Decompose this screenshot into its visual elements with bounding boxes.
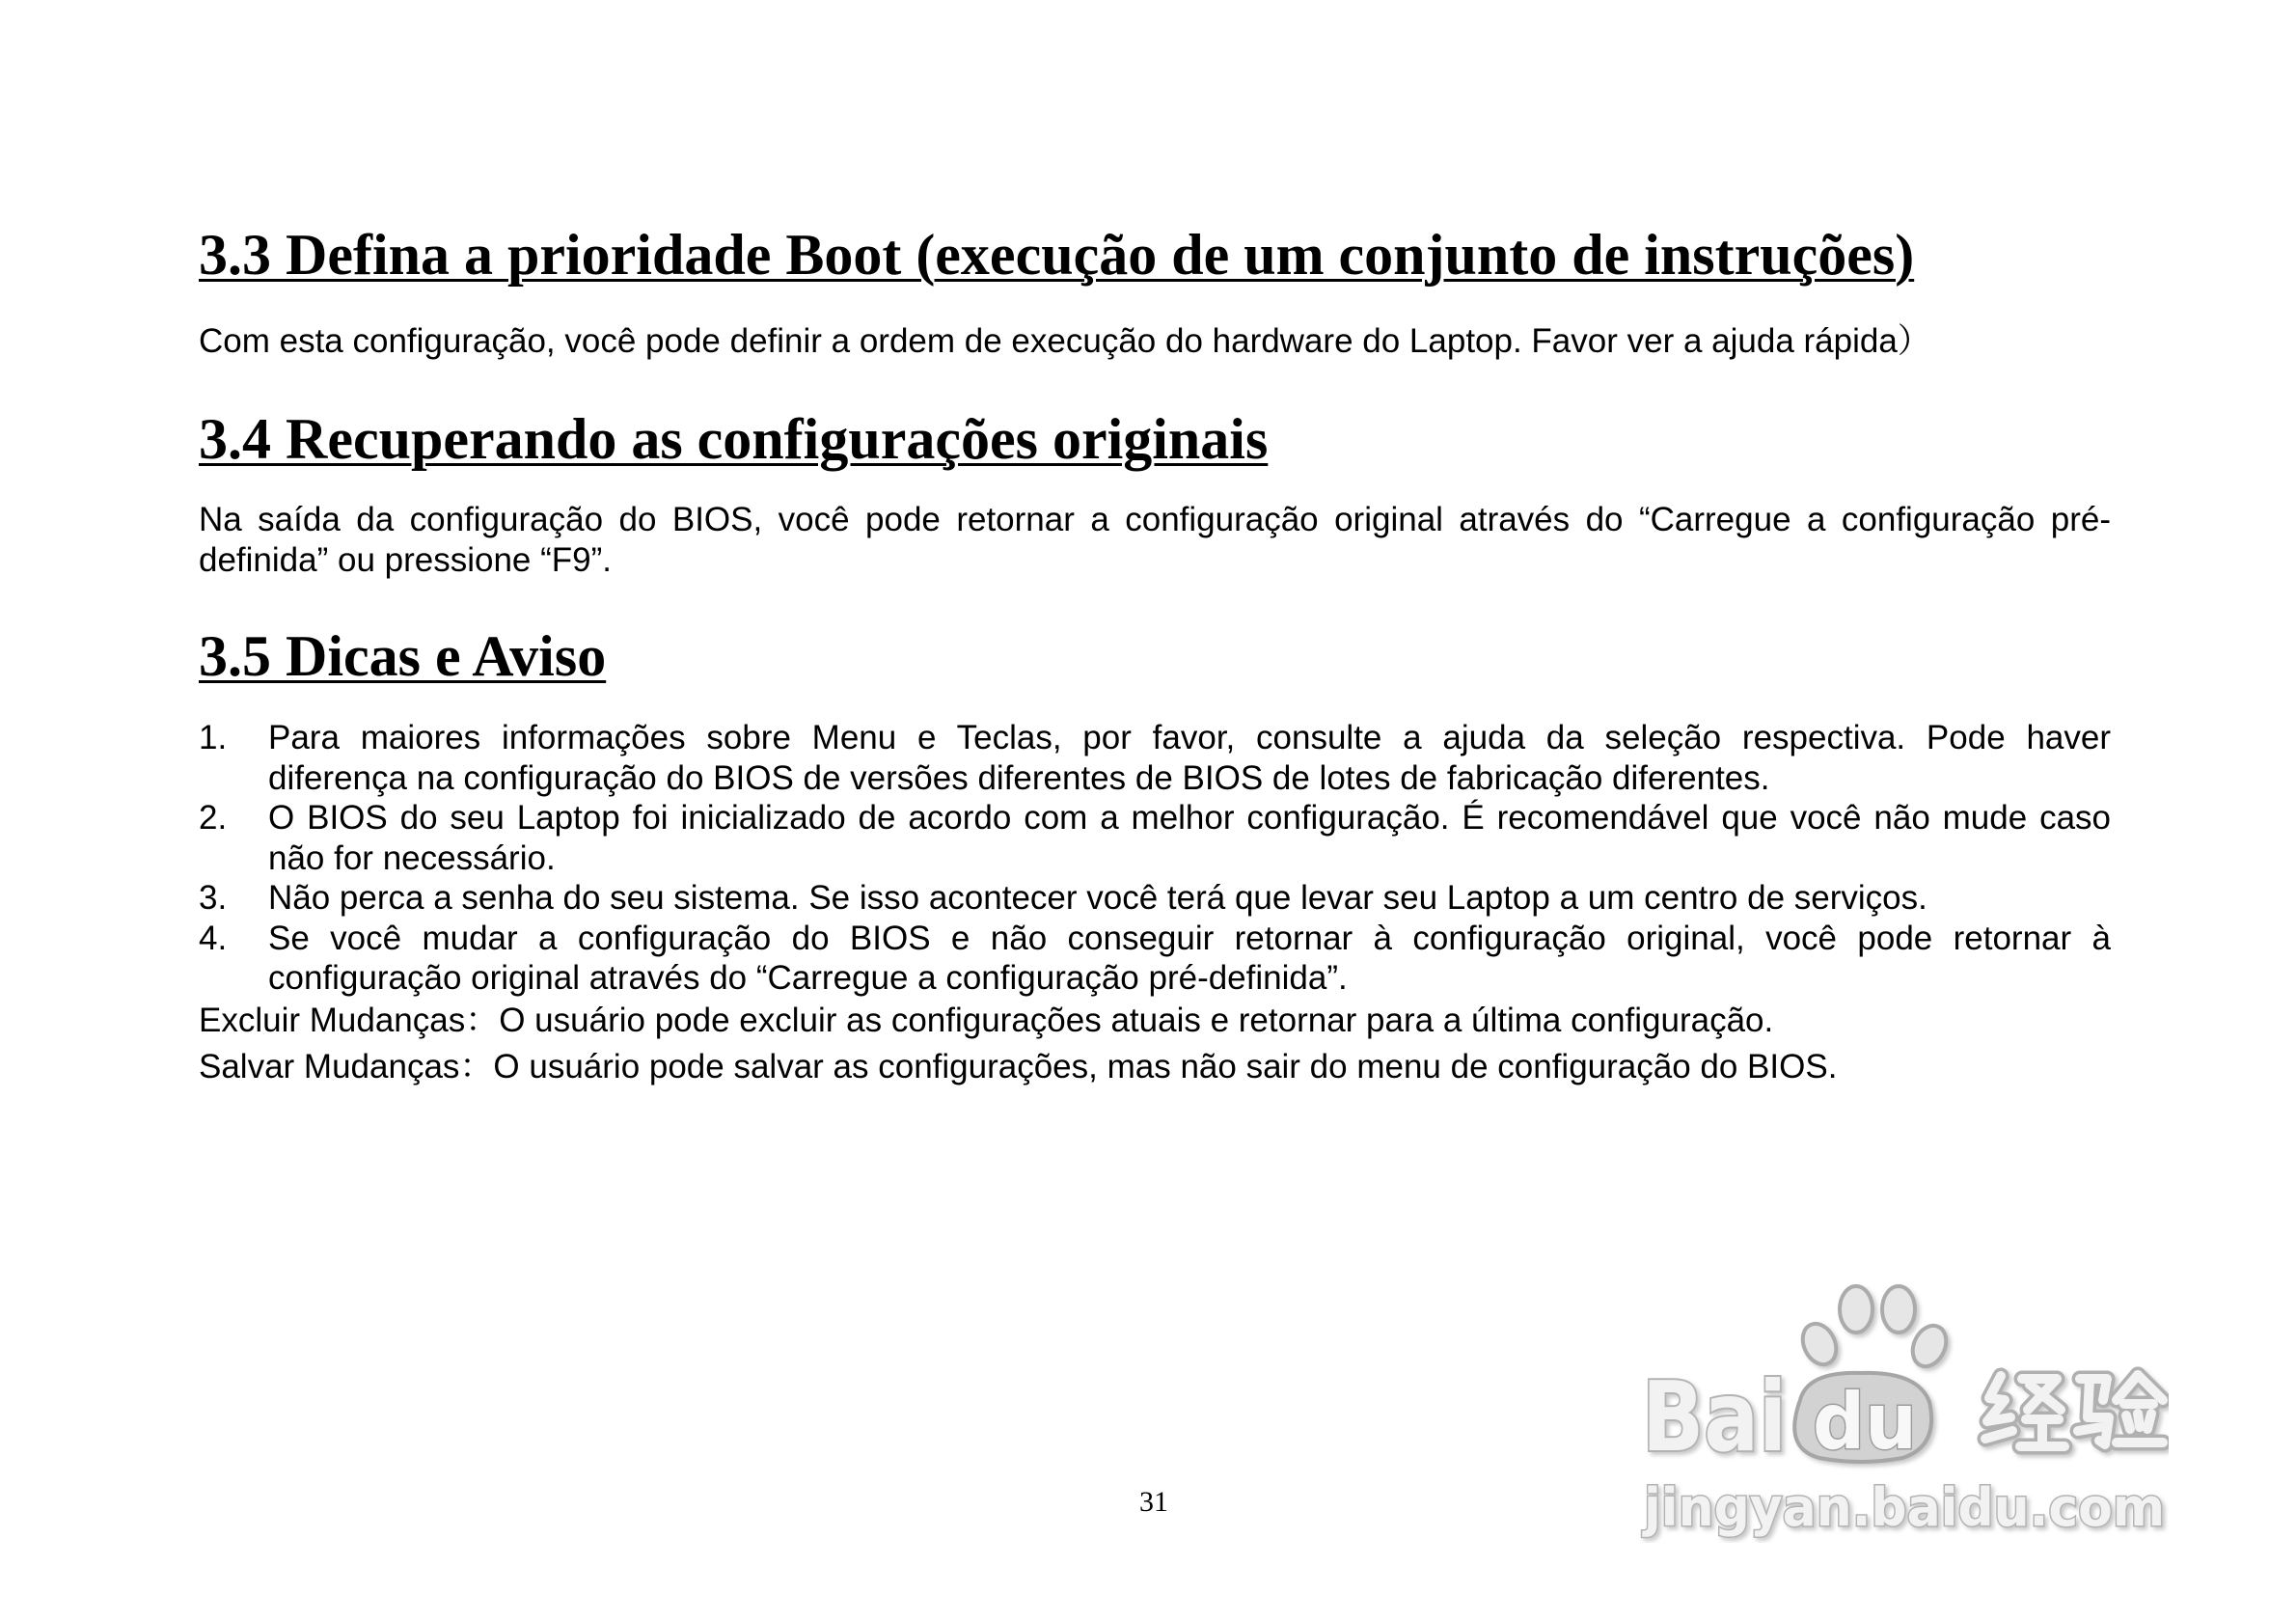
tip-line: O BIOS do seu Laptop foi inicializado de acordo com a melhor configuração. É recomendável que você não mude caso [268,799,2111,837]
tip-line: Não perca a senha do seu sistema. Se isso acontecer você terá que levar seu Laptop a um centro de serviços. [268,879,1927,917]
watermark-product-glyphs [1985,1375,2163,1446]
tip-line: Para maiores informações sobre Menu e Teclas, por favor, consulte a ajuda da seleção respectiva. Pode haver [268,719,2111,756]
tip-text [268,919,2111,999]
section-3-3-paragraph: Com esta configuração, você pode definir a ordem de execução do hardware do Laptop. Favor ver a ajuda rápida） [199,322,1931,360]
tip-line: não for necessário. [268,838,556,877]
tip-number: 4. [199,919,228,957]
tip-number: 3. [199,879,228,917]
tip-item-1 [199,718,2111,798]
watermark-badge-text: du [1813,1377,1917,1467]
tips-list [199,718,2111,999]
tip-number: 1. [199,719,228,756]
tip-item-4 [199,919,2111,999]
tip-item-3 [199,878,2111,919]
note-save-changes: Salvar Mudanças：O usuário pode salvar as configurações, mas não sair do menu de configuração do BIOS. [199,1048,1838,1085]
page-number: 31 [1139,1486,1168,1518]
section-3-4-heading: 3.4 Recuperando as configurações originais [199,407,1269,471]
paragraph-line: definida” ou pressione “F9”. [199,541,612,579]
note-discard-changes: Excluir Mudanças：O usuário pode excluir as configurações atuais e retornar para a última configuração. [199,1002,1774,1039]
baidu-jingyan-watermark [1628,1282,2169,1543]
section-3-4-paragraph [199,500,2111,581]
section-3-5-heading: 3.5 Dicas e Aviso [199,624,607,688]
watermark-brand-text: Bai [1642,1360,1787,1473]
paragraph-line: Na saída da configuração do BIOS, você pode retornar a configuração original através do “Carregue a configuração pré- [199,501,2111,538]
tip-text [268,878,2111,919]
section-3-3-heading: 3.3 Defina a prioridade Boot (execução de um conjunto de instruções) [199,223,1915,287]
tip-line: Se você mudar a configuração do BIOS e não conseguir retornar à configuração original, você pode retornar à [268,919,2111,957]
tip-item-2 [199,798,2111,878]
watermark-url-text: jingyan.baidu.com [1642,1477,2165,1538]
tip-line: diferença na configuração do BIOS de versões diferentes de BIOS de lotes de fabricação diferentes. [268,758,1770,797]
tip-text [268,798,2111,878]
tip-line: configuração original através do “Carregue a configuração pré-definida”. [268,959,1348,997]
tip-text [268,718,2111,798]
tip-number: 2. [199,799,228,837]
